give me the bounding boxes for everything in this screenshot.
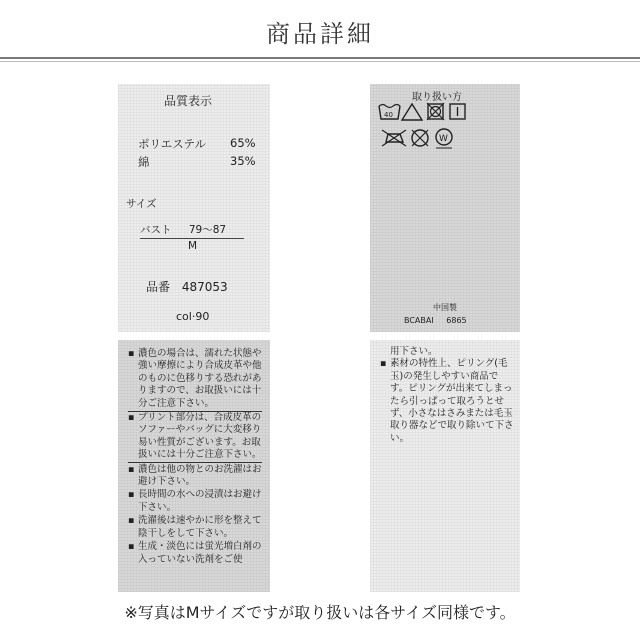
no-tumble-dry-icon bbox=[427, 103, 444, 120]
svg-text:W: W bbox=[439, 134, 448, 144]
caution-item: ▪ 濃色は他の物とのお洗濯はお避け下さい。 bbox=[128, 464, 262, 489]
caution-item: ▪ 長時間の水への浸漬はお避け下さい。 bbox=[128, 489, 262, 514]
caution-item: ▪ 生成・淡色には蛍光増白剤の入っていない洗剤をご使 bbox=[128, 541, 262, 566]
material-percent: 35% bbox=[230, 154, 256, 168]
page-title: 商品詳細 bbox=[266, 20, 374, 48]
wet-clean-icon bbox=[436, 129, 452, 148]
no-dry-clean-icon bbox=[412, 130, 428, 146]
bleach-triangle-icon bbox=[402, 104, 422, 120]
wash-40-icon bbox=[379, 105, 400, 120]
material-row bbox=[138, 136, 256, 152]
caution-item: ▪ 濃色の場合は、濡れた状態や強い摩擦により合成皮革や他のものに色移りする恐れがありますので、お取扱いには十分ご注意下さい。 bbox=[128, 348, 262, 410]
caution-list bbox=[128, 348, 262, 567]
size-value: M bbox=[188, 240, 198, 252]
quality-heading: 品質表示 bbox=[164, 94, 213, 108]
country-of-origin: 中国製 bbox=[433, 303, 457, 312]
product-number bbox=[146, 278, 228, 295]
header-divider bbox=[0, 57, 640, 59]
care-code-2: 6865 bbox=[446, 316, 467, 325]
page-header bbox=[0, 0, 640, 64]
color-code: col·90 bbox=[176, 310, 210, 323]
material-percent: 65% bbox=[230, 136, 256, 150]
material-name: 綿 bbox=[138, 155, 150, 169]
care-label-photo bbox=[370, 84, 520, 332]
care-heading: 取り扱い方 bbox=[412, 92, 462, 103]
product-number-value: 487053 bbox=[181, 280, 228, 294]
caution-label-photo-1 bbox=[118, 340, 270, 592]
caution-continuation: 用下さい。 bbox=[390, 346, 438, 357]
bust-range: 79〜87 bbox=[188, 224, 227, 236]
caution-item: ▪ 洗濯後は速やかに形を整えて陰干しをして下さい。 bbox=[128, 515, 262, 540]
no-iron-icon bbox=[382, 130, 406, 146]
material-row bbox=[138, 154, 256, 170]
caution-list bbox=[380, 346, 514, 445]
caution-item: ▪ 素材の特性上、ピリング(毛玉)の発生しやすい商品です。ピリングが出来てしまったら引っぱって取ろうとせず、小さなはさみまたは毛玉取り器などで取り除いて下さい。 bbox=[380, 358, 514, 445]
care-code bbox=[404, 316, 467, 325]
size-heading: サイズ bbox=[126, 198, 157, 210]
material-name: ポリエステル bbox=[138, 137, 206, 151]
header-divider-thin bbox=[0, 61, 640, 62]
care-code-1: BCABAI bbox=[404, 316, 434, 325]
line-dry-icon bbox=[450, 104, 465, 119]
caution-item: ▪ プリント部分は、合成皮革のソファーやバッグに大変移り易い性質がございます。お取扱いには十分ご注意下さい。 bbox=[128, 411, 262, 463]
bust-label: バスト bbox=[140, 224, 172, 236]
svg-text:40: 40 bbox=[384, 111, 393, 119]
bust-row bbox=[140, 222, 244, 239]
product-number-label: 品番 bbox=[146, 280, 171, 294]
footnote: ※写真はMサイズですが取り扱いは各サイズ同様です。 bbox=[124, 603, 516, 622]
quality-label-photo bbox=[118, 84, 270, 332]
caution-label-photo-2 bbox=[370, 340, 520, 592]
care-symbols bbox=[376, 100, 496, 156]
